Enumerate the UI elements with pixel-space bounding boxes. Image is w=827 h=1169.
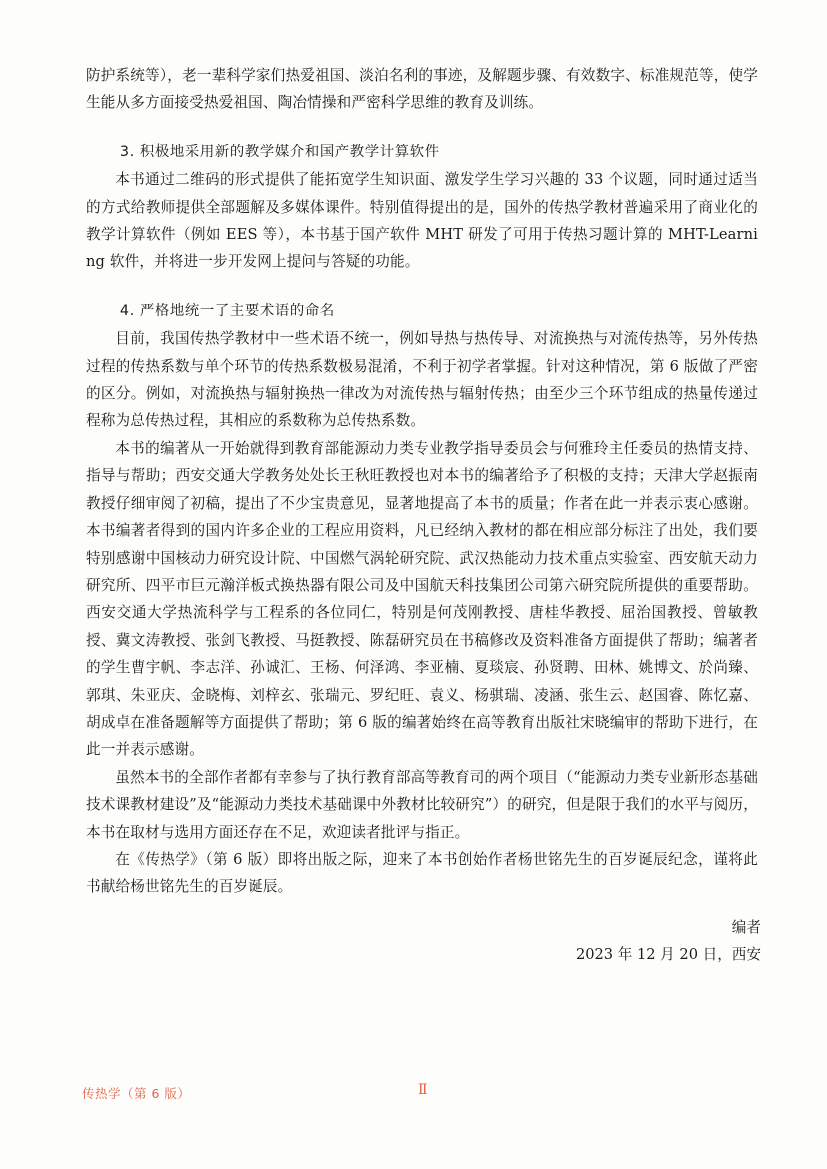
paragraph-continued: 防护系统等），老一辈科学家们热爱祖国、淡泊名利的事迹，及解题步骤、有效数字、标准规范等，使学生能从多方面接受热爱祖国、陶冶情操和严密科学思维的教育及训练。: [86, 67, 758, 112]
footer-book-title: 传热学（第 6 版）: [82, 1086, 191, 1101]
signature-date: 2023 年 12 月 20 日，西安: [575, 946, 761, 963]
footer-page-number: Ⅱ: [418, 1082, 428, 1098]
section-3-body: 本书通过二维码的形式提供了能拓宽学生知识面、激发学生学习兴趣的 33 个议题，同时通过适当的方式给教师提供全部题解及多媒体课件。特别值得提出的是，国外的传热学教材普遍采用了商业化的教学计算软件（例如 EES 等），本书基于国产软件 MHT 研发了可用于传热习题计算的 MHT-Learning 软件，并将进一步开发网上提问与答疑的功能。: [86, 171, 758, 271]
signature-name: 编者: [731, 919, 761, 936]
dedication-paragraph: 在《传热学》（第 6 版）即将出版之际，迎来了本书创始作者杨世铭先生的百岁诞辰纪念，谨将此书献给杨世铭先生的百岁诞辰。: [86, 850, 758, 896]
section-4-body: 目前，我国传热学教材中一些术语不统一，例如导热与热传导、对流换热与对流传热等，另外传热过程的传热系数与单个环节的传热系数极易混淆，不利于初学者掌握。针对这种情况，第 6 版做了严密的区分。例如，对流换热与辐射换热一律改为对流传热与辐射传热；由至少三个环节组成的热量传递过程称为总传热过程，其相应的系数称为总传热系数。: [86, 330, 758, 430]
limitation-paragraph: 虽然本书的全部作者都有幸参与了执行教育部高等教育司的两个项目（“能源动力类专业新形态基础技术课教材建设”及“能源动力类技术基础课中外教材比较研究”）的研究，但是限于我们的水平与阅历，本书在取材与选用方面还存在不足，欢迎读者批评与指正。: [86, 768, 758, 841]
section-4-heading: 4. 严格地统一了主要术语的命名: [119, 302, 335, 319]
section-3-heading: 3. 积极地采用新的教学媒介和国产教学计算软件: [119, 143, 440, 160]
body-text: [86, 62, 758, 901]
acknowledgement-paragraph: 本书的编著从一开始就得到教育部能源动力类专业教学指导委员会与何雅玲主任委员的热情支持、指导与帮助；西安交通大学教务处处长王秋旺教授也对本书的编著给予了积极的支持；天津大学赵振南教授仔细审阅了初稿，提出了不少宝贵意见，显著地提高了本书的质量；作者在此一并表示衷心感谢。本书编著者得到的国内许多企业的工程应用资料，凡已经纳入教材的都在相应部分标注了出处，我们要特别感谢中国核动力研究设计院、中国燃气涡轮研究院、武汉热能动力技术重点实验室、西安航天动力研究所、四平市巨元瀚洋板式换热器有限公司及中国航天科技集团公司第六研究院所提供的重要帮助。西安交通大学热流科学与工程系的各位同仁，特别是何茂刚教授、唐桂华教授、屈治国教授、曾敏教授、冀文涛教授、张剑飞教授、马挺教授、陈磊研究员在书稿修改及资料准备方面提供了帮助；编著者的学生曹宇帆、李志洋、孙诚汇、王杨、何泽鸿、李亚楠、夏琰宸、孙贤聘、田林、姚博文、於尚臻、郭琪、朱亚庆、金晓梅、刘梓玄、张瑞元、罗纪旺、袁义、杨骐瑞、凌涵、张生云、赵国睿、陈忆嘉、胡成卓在准备题解等方面提供了帮助；第 6 版的编著始终在高等教育出版社宋晓编审的帮助下进行，在此一并表示感谢。: [86, 439, 758, 759]
